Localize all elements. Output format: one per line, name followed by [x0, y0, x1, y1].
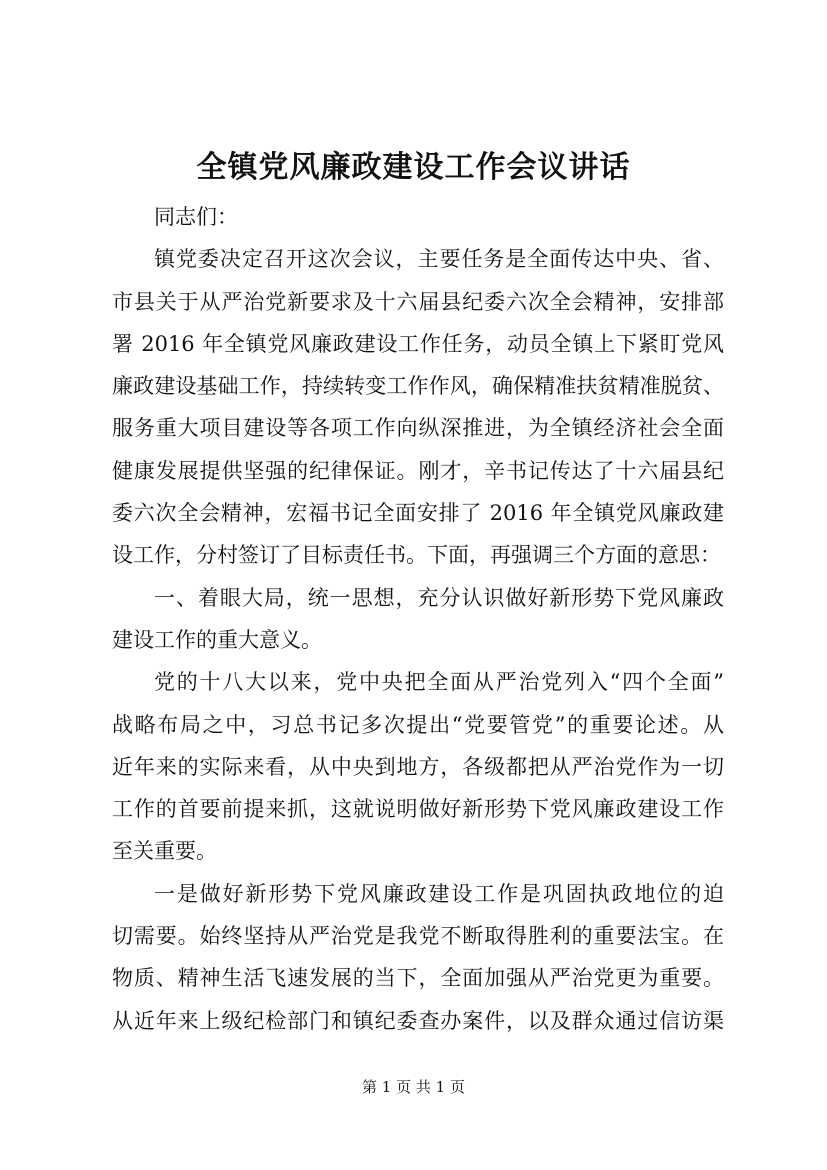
text-line: 从近年来上级纪检部门和镇纪委查办案件，以及群众通过信访渠: [112, 1008, 724, 1033]
text-line: 署 2016 年全镇党风廉政建设工作任务，动员全镇上下紧盯党风: [112, 331, 724, 356]
text-line: 切需要。始终坚持从严治党是我党不断取得胜利的重要法宝。在: [112, 924, 724, 949]
text-line: 设工作，分村签订了目标责任书。下面，再强调三个方面的意思：: [112, 543, 721, 568]
text-line: 同志们：: [154, 205, 238, 229]
text-line: 物质、精神生活飞速发展的当下，全面加强从严治党更为重要。: [112, 966, 724, 991]
text-line: 廉政建设基础工作，持续转变工作作风，确保精准扶贫精准脱贫、: [112, 374, 724, 399]
text-line: 镇党委决定召开这次会议，主要任务是全面传达中央、省、: [154, 247, 724, 272]
text-line: 一、着眼大局，统一思想，充分认识做好新形势下党风廉政: [154, 585, 724, 610]
document-body: [112, 196, 724, 1042]
text-line: 健康发展提供坚强的纪律保证。刚才，辛书记传达了十六届县纪: [112, 458, 724, 483]
page-footer: 第 1 页 共 1 页: [362, 1078, 465, 1096]
text-line: 至关重要。: [112, 839, 217, 864]
text-line: 党的十八大以来，党中央把全面从严治党列入“四个全面”: [154, 670, 724, 695]
text-line: 一是做好新形势下党风廉政建设工作是巩固执政地位的迫: [154, 881, 724, 906]
document-title: 全镇党风廉政建设工作会议讲话: [196, 150, 631, 185]
text-line: 委六次全会精神，宏福书记全面安排了 2016 年全镇党风廉政建: [112, 501, 724, 526]
text-line: 建设工作的重大意义。: [112, 627, 322, 652]
text-line: 工作的首要前提来抓，这就说明做好新形势下党风廉政建设工作: [112, 797, 724, 822]
text-line: 战略布局之中，习总书记多次提出“党要管党”的重要论述。从: [112, 712, 724, 737]
text-line: 近年来的实际来看，从中央到地方，各级都把从严治党作为一切: [112, 754, 724, 779]
text-line: 市县关于从严治党新要求及十六届县纪委六次全会精神，安排部: [112, 289, 724, 314]
text-line: 服务重大项目建设等各项工作向纵深推进，为全镇经济社会全面: [112, 416, 724, 441]
